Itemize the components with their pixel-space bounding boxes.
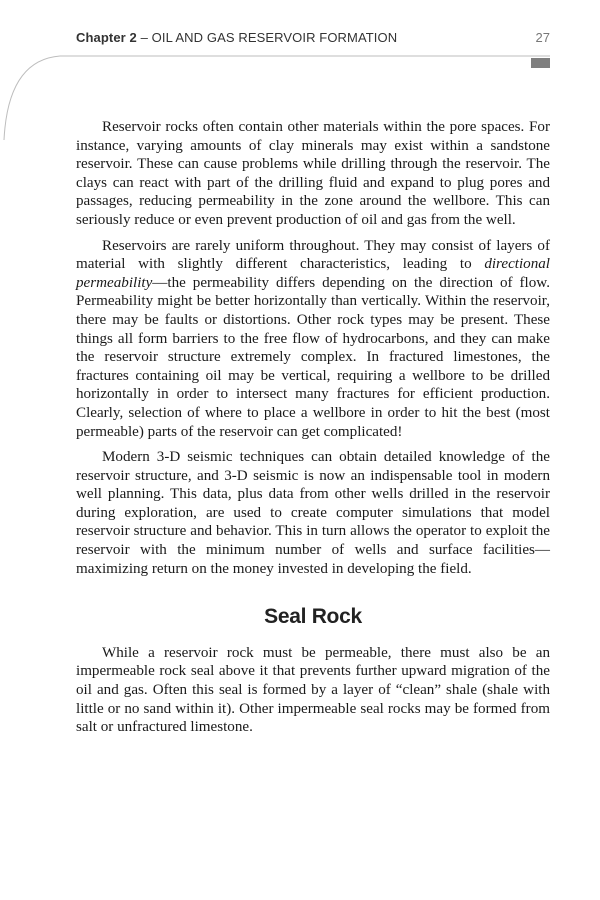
paragraph-text-end: —the permeability differs depending on the direction of flow. Permeability might be better horizontally than vertically. Within the reservoir, there may be faults or distortions. Other rock types may be present. These things all form barriers to the free flow of hydrocarbons, and they can make the reservoir structure extremely complex. In fractured limestones, the fractures containing oil may be vertical, requiring a wellbore to be drilled horizontally in order to intersect many fractures for efficient production. Clearly, selection of where to place a wellbore in order to hit the best (most permeable) parts of the reservoir can get complicated! bbox=[76, 274, 550, 440]
paragraph-3d-seismic: Modern 3-D seismic techniques can obtain detailed knowledge of the reservoir structure, and 3-D seismic is now an indispensable tool in modern well planning. This data, plus data from other wells drilled in the reservoir during exploration, are used to create computer simulations that model reservoir structure and behavior. This in turn allows the operator to exploit the reservoir with the minimum number of wells and surface facilities—maximizing return on the money invested in developing the field. bbox=[76, 449, 550, 577]
section-heading: Seal Rock bbox=[264, 605, 362, 629]
chapter-separator: – bbox=[136, 30, 152, 45]
emphasized-term: directional permeability bbox=[76, 256, 550, 291]
paragraph-text-start: Reservoirs are rarely uniform throughout. They may consist of layers of material with slightly different characteristics, leading to bbox=[76, 237, 550, 273]
page-number: 27 bbox=[535, 30, 550, 45]
paragraph-directional-permeability bbox=[76, 237, 550, 442]
chapter-title: OIL AND GAS RESERVOIR FORMATION bbox=[151, 30, 398, 45]
paragraph-seal-rock: While a reservoir rock must be permeable, there must also be an impermeable rock seal above it that prevents further upward migration of the oil and gas. Often this seal is formed by a layer of “clean” shale (shale with little or no sand within it). Other impermeable seal rocks may be formed from salt or unfractured limestone. bbox=[76, 644, 550, 736]
main-text bbox=[76, 118, 550, 744]
header-accent-block bbox=[531, 58, 550, 68]
chapter-label: Chapter 2 bbox=[76, 30, 137, 45]
paragraph-clay-minerals: Reservoir rocks often contain other materials within the pore spaces. For instance, varying amounts of clay minerals may exist within a sandstone reservoir. These can cause problems while drilling through the reservoir. The clays can react with part of the drilling fluid and expand to plug pores and passages, reducing permeability in the zone around the wellbore. This can seriously reduce or even prevent production of oil and gas from the well. bbox=[76, 119, 550, 228]
